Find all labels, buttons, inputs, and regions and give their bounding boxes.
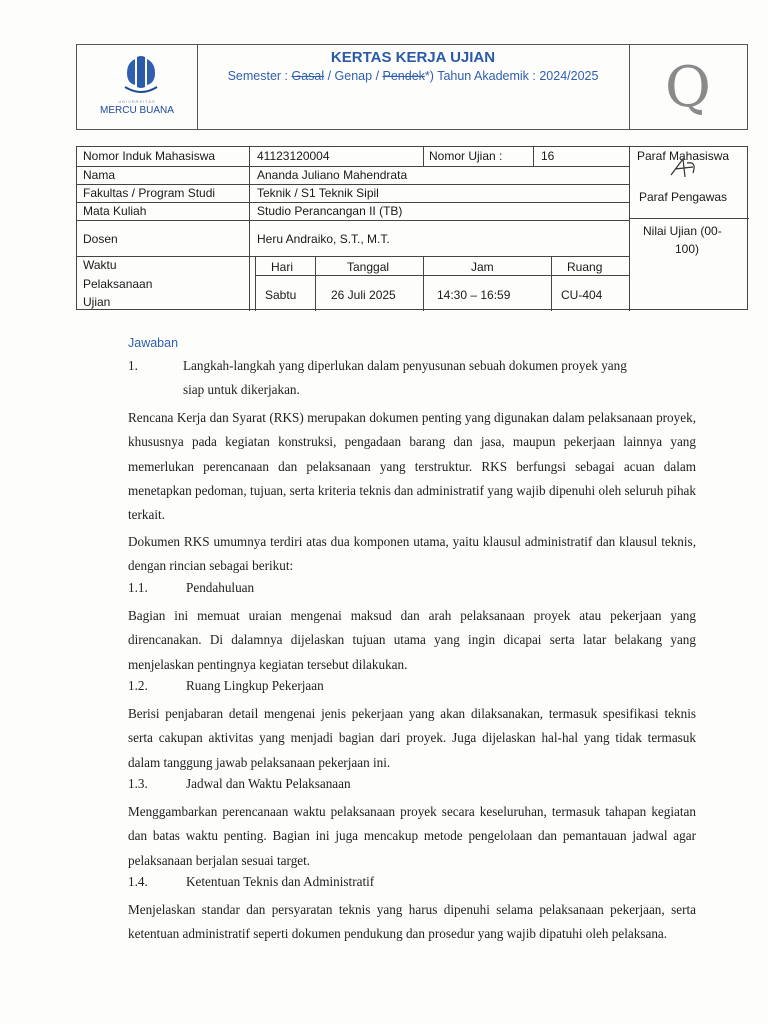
semester-pendek: Pendek (382, 69, 425, 83)
nim-label: Nomor Induk Mahasiswa (83, 149, 216, 163)
waktu-label-line1: Waktu (83, 258, 117, 272)
matkul-label: Mata Kuliah (83, 204, 147, 218)
logo-university-name: MERCU BUANA (100, 105, 174, 116)
question-text-line2: siap untuk dikerjakan. (183, 382, 300, 397)
dosen-label: Dosen (83, 232, 118, 246)
semester-line (197, 69, 629, 83)
logo-subtitle: UNIVERSITAS (118, 99, 156, 104)
section-1-1-text: Bagian ini memuat uraian mengenai maksud dan arah pelaksanaan proyek atau pekerjaan yang direncanakan. Di dalamnya dijelaskan tujuan utama yang ingin dicapai serta latar belakang yang menjelaskan pentingnya kegiatan tersebut dilakukan. (128, 608, 696, 672)
nomor-ujian-value: 16 (541, 149, 555, 163)
question-number: 1. (128, 358, 138, 373)
student-info-table (76, 146, 748, 310)
q-mark-cell (629, 45, 747, 129)
tanggal-header: Tanggal (347, 260, 390, 274)
fakultas-value: Teknik / S1 Teknik Sipil (257, 186, 379, 200)
nilai-label-line2: 100) (675, 242, 700, 256)
section-1-4-number: 1.4. (128, 874, 148, 889)
paraf-mahasiswa-label: Paraf Mahasiswa (637, 149, 730, 163)
waktu-label-line2: Pelaksanaan (83, 277, 153, 291)
paraf-pengawas-label: Paraf Pengawas (639, 190, 728, 204)
exam-header (76, 44, 748, 130)
ruang-value: CU-404 (561, 288, 603, 302)
section-1-1-number: 1.1. (128, 580, 148, 595)
section-1-2-text: Berisi penjabaran detail mengenai jenis pekerjaan yang akan dilaksanakan, termasuk spesifikasi teknis serta cakupan aktivitas yang menjadi bagian dari proyek. Juga dijelaskan hal-hal yang tidak termasuk dalam tanggung jawab pelaksanaan pekerjaan ini. (128, 706, 696, 770)
signature-mark-icon (663, 157, 703, 181)
ruang-header: Ruang (567, 260, 603, 274)
jawaban-heading: Jawaban (128, 336, 179, 350)
semester-prefix: Semester : (227, 69, 292, 83)
paragraph-rks-intro: Rencana Kerja dan Syarat (RKS) merupakan dokumen penting yang digunakan dalam pelaksanaan proyek, khususnya pada kegiatan konstruksi, pengadaan barang dan jasa, maupun pekerjaan lainnya yang memerlukan perencanaan dan pelaksanaan yang terstruktur. RKS berfungsi sebagai acuan dalam menetapkan pedoman, tujuan, serta kriteria teknis dan administratif yang wajib dipenuhi oleh seluruh pihak terkait. (128, 410, 696, 523)
section-1-3-number: 1.3. (128, 776, 148, 791)
jam-header: Jam (471, 260, 494, 274)
semester-sep: / Genap / (324, 69, 383, 83)
hari-header: Hari (271, 260, 294, 274)
nim-value: 41123120004 (257, 149, 330, 163)
section-1-2-number: 1.2. (128, 678, 148, 693)
nama-value: Ananda Juliano Mahendrata (257, 168, 408, 182)
section-1-2-title: Ruang Lingkup Pekerjaan (186, 678, 324, 693)
semester-suffix: *) Tahun Akademik : 2024/2025 (424, 69, 599, 83)
dosen-value: Heru Andraiko, S.T., M.T. (257, 232, 390, 246)
paragraph-rks-components: Dokumen RKS umumnya terdiri atas dua komponen utama, yaitu klausul administratif dan klausul teknis, dengan rincian sebagai berikut: (128, 534, 696, 574)
q-mark: Q (665, 55, 711, 120)
fakultas-label: Fakultas / Program Studi (83, 186, 216, 200)
nama-label: Nama (83, 168, 116, 182)
document-title: KERTAS KERJA UJIAN (330, 49, 496, 66)
jam-value: 14:30 – 16:59 (437, 288, 511, 302)
semester-gasal: Gasal (291, 69, 325, 83)
section-1-3-title: Jadwal dan Waktu Pelaksanaan (186, 776, 351, 791)
hari-value: Sabtu (265, 288, 297, 302)
title-cell (197, 45, 630, 129)
waktu-label-line3: Ujian (83, 295, 111, 309)
section-1-1-title: Pendahuluan (186, 580, 255, 595)
section-1-3-text: Menggambarkan perencanaan waktu pelaksanaan proyek secara keseluruhan, termasuk tahapan kegiatan dan batas waktu penting. Bagian ini juga mencakup metode pengelolaan dan pemantauan jadwal agar pelaksanaan berjalan sesuai target. (128, 804, 696, 868)
nilai-label-line1: Nilai Ujian (00- (643, 224, 722, 238)
logo-cell (77, 45, 198, 129)
question-text-line1: Langkah-langkah yang diperlukan dalam penyusunan sebuah dokumen proyek yang (183, 358, 627, 373)
tanggal-value: 26 Juli 2025 (331, 288, 396, 302)
section-1-4-text: Menjelaskan standar dan persyaratan teknis yang harus dipenuhi selama pelaksanaan pekerjaan, serta ketentuan administratif seperti dokumen pendukung dan prosedur yang wajib dipatuhi oleh pelaksana. (128, 902, 696, 942)
matkul-value: Studio Perancangan II (TB) (257, 204, 403, 218)
nomor-ujian-label: Nomor Ujian : (429, 149, 503, 163)
university-logo-icon (121, 55, 161, 99)
section-1-4-title: Ketentuan Teknis dan Administratif (186, 874, 375, 889)
